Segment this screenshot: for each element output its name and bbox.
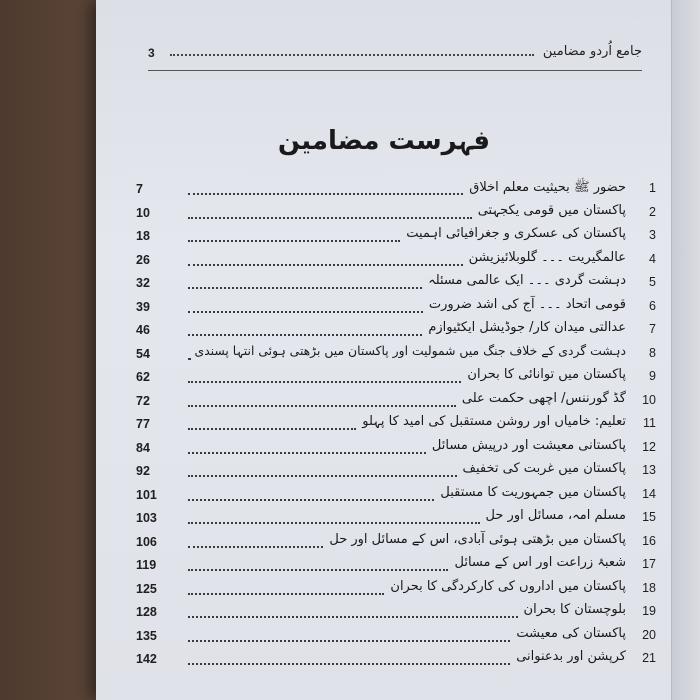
toc-entry-title: دہشت گردی کے خلاف جنگ میں شمولیت اور پاکستان میں بڑھتی ہوئی انتہا پسندی	[194, 343, 626, 358]
toc-page-number: 77	[136, 417, 150, 431]
toc-entry-title: عدالتی میدان کار/ جوڈیشل ایکٹیوازم	[428, 320, 626, 335]
toc-entry	[136, 648, 656, 672]
toc-page-number: 7	[136, 182, 143, 196]
toc-entry	[136, 625, 656, 649]
toc-entry-index: 5	[649, 275, 656, 289]
toc-entry-index: 1	[649, 181, 656, 195]
toc-entry-index: 12	[642, 439, 656, 454]
toc-leader-dots	[188, 358, 189, 360]
toc-leader-dots	[188, 381, 461, 383]
toc-leader-dots	[188, 287, 422, 289]
toc-entry-index: 4	[649, 251, 656, 266]
toc-entry-title: عالمگیریت ۔۔۔ گلوبلائیزیشن	[468, 249, 626, 265]
toc-entry-index: 13	[642, 463, 656, 477]
toc-entry-index: 15	[642, 510, 656, 524]
toc-leader-dots	[188, 569, 448, 571]
toc-leader-dots	[188, 405, 456, 407]
toc-entry-index: 3	[649, 228, 656, 242]
toc-entry-title: پاکستانی معیشت اور درپیش مسائل	[431, 437, 626, 453]
toc-entry-index: 9	[649, 369, 656, 383]
book-page	[96, 0, 700, 700]
toc-page-number: 32	[136, 276, 150, 290]
toc-entry	[136, 601, 656, 625]
toc-entry-title: پاکستان کی عسکری و جغرافیائی اہمیت	[406, 226, 626, 241]
toc-entry	[136, 343, 656, 367]
toc-leader-dots	[188, 616, 518, 618]
toc-entry	[136, 460, 656, 484]
toc-entry	[136, 437, 656, 461]
toc-entry	[136, 531, 656, 555]
toc-entry-index: 6	[649, 298, 656, 313]
toc-entry	[136, 578, 656, 602]
toc-entry-index: 14	[642, 486, 656, 501]
toc-entry-index: 21	[642, 651, 656, 665]
toc-page-number: 101	[136, 487, 157, 502]
toc-leader-dots	[188, 522, 480, 524]
toc-page-number: 92	[136, 464, 150, 478]
toc-page-number: 62	[136, 370, 150, 384]
toc-entry-index: 20	[642, 627, 656, 642]
header-page-number: 3	[148, 46, 155, 60]
toc-entry-index: 10	[642, 392, 656, 407]
toc-page-number: 26	[136, 252, 150, 267]
page-edge	[671, 0, 700, 700]
toc-entry	[136, 225, 656, 249]
toc-leader-dots	[188, 428, 356, 430]
toc-entry	[136, 319, 656, 343]
toc-entry	[136, 249, 656, 273]
toc-leader-dots	[188, 217, 472, 219]
toc-entry-title: پاکستان میں اداروں کی کارکردگی کا بحران	[390, 578, 626, 594]
toc-page-number: 142	[136, 652, 157, 666]
toc-entry-index: 19	[642, 604, 656, 618]
toc-leader-dots	[188, 240, 400, 242]
toc-page-number: 39	[136, 299, 150, 314]
toc-page-number: 18	[136, 229, 150, 243]
running-header	[148, 42, 642, 71]
toc-page-number: 103	[136, 511, 157, 525]
toc-page-number: 46	[136, 323, 150, 337]
toc-page-number: 135	[136, 628, 157, 643]
toc-entry-title: تعلیم: خامیاں اور روشن مستقبل کی امید کا پہلو	[362, 414, 626, 429]
toc-leader-dots	[188, 593, 384, 595]
toc-leader-dots	[188, 499, 434, 501]
toc-entry-index: 11	[643, 416, 656, 430]
toc-leader-dots	[188, 475, 457, 477]
toc-page-number: 72	[136, 393, 150, 408]
toc-entry-index: 18	[642, 580, 656, 595]
toc-leader-dots	[188, 640, 510, 642]
toc-entry-index: 17	[642, 557, 656, 571]
toc-leader-dots	[188, 311, 423, 313]
toc-entry	[136, 484, 656, 508]
toc-entry	[136, 178, 656, 202]
toc-entry-title: دہشت گردی ۔۔۔ ایک عالمی مسئلہ	[428, 273, 626, 288]
toc-leader-dots	[188, 663, 510, 665]
toc-entry-title: پاکستان میں جمہوریت کا مستقبل	[440, 484, 626, 500]
toc-entry-title: پاکستان میں قومی یکجہتی	[477, 202, 626, 218]
toc-page-number: 106	[136, 534, 157, 549]
toc-entry	[136, 413, 656, 437]
toc-page-number: 84	[136, 440, 150, 455]
toc-leader-dots	[188, 452, 426, 454]
toc-entry-title: پاکستان میں توانائی کا بحران	[467, 367, 626, 382]
toc-entry-title: پاکستان کی معیشت	[516, 625, 626, 641]
toc-entry	[136, 202, 656, 226]
toc-entry	[136, 507, 656, 531]
toc-entry-title: قومی اتحاد ۔۔۔ آج کی اشد ضرورت	[428, 296, 626, 312]
toc-entry-title: شعبۂ زراعت اور اس کے مسائل	[454, 555, 626, 570]
toc-entry-title: پاکستان میں غربت کی تخفیف	[462, 461, 626, 476]
toc-leader-dots	[188, 334, 422, 336]
toc-entry-title: بلوچستان کا بحران	[523, 602, 626, 617]
toc-entry-title: پاکستان میں بڑھتی ہوئی آبادی، اس کے مسائل اور حل	[329, 531, 626, 547]
toc-entry	[136, 296, 656, 320]
toc-page-number: 119	[136, 558, 157, 572]
toc-leader-dots	[188, 546, 323, 548]
toc-entry-index: 16	[642, 533, 656, 548]
toc-entry	[136, 272, 656, 296]
toc-leader-dots	[188, 264, 463, 266]
toc-entry-title: گڈ گورننس/ اچھی حکمت علی	[461, 390, 626, 406]
toc-leader-dots	[188, 193, 463, 195]
toc-page-number: 54	[136, 346, 150, 361]
toc-entry-index: 2	[649, 204, 656, 219]
toc-entry-title: حضور ﷺ بحیثیت معلم اخلاق	[469, 180, 626, 195]
table-of-contents	[136, 178, 656, 672]
header-book-title: جامع اُردو مضامین	[542, 44, 642, 59]
toc-page-number: 125	[136, 581, 157, 596]
header-dotted-rule	[170, 54, 534, 56]
toc-page-number: 10	[136, 205, 150, 220]
toc-entry-index: 8	[649, 345, 656, 360]
toc-page-number: 128	[136, 605, 157, 619]
toc-entry	[136, 554, 656, 578]
toc-entry	[136, 390, 656, 414]
toc-entry-title: کرپشن اور بدعنوانی	[516, 649, 626, 664]
toc-entry	[136, 366, 656, 390]
toc-entry-index: 7	[649, 322, 656, 336]
toc-heading: فہرست مضامین	[277, 126, 491, 156]
toc-entry-title: مسلم امہ، مسائل اور حل	[485, 508, 626, 523]
